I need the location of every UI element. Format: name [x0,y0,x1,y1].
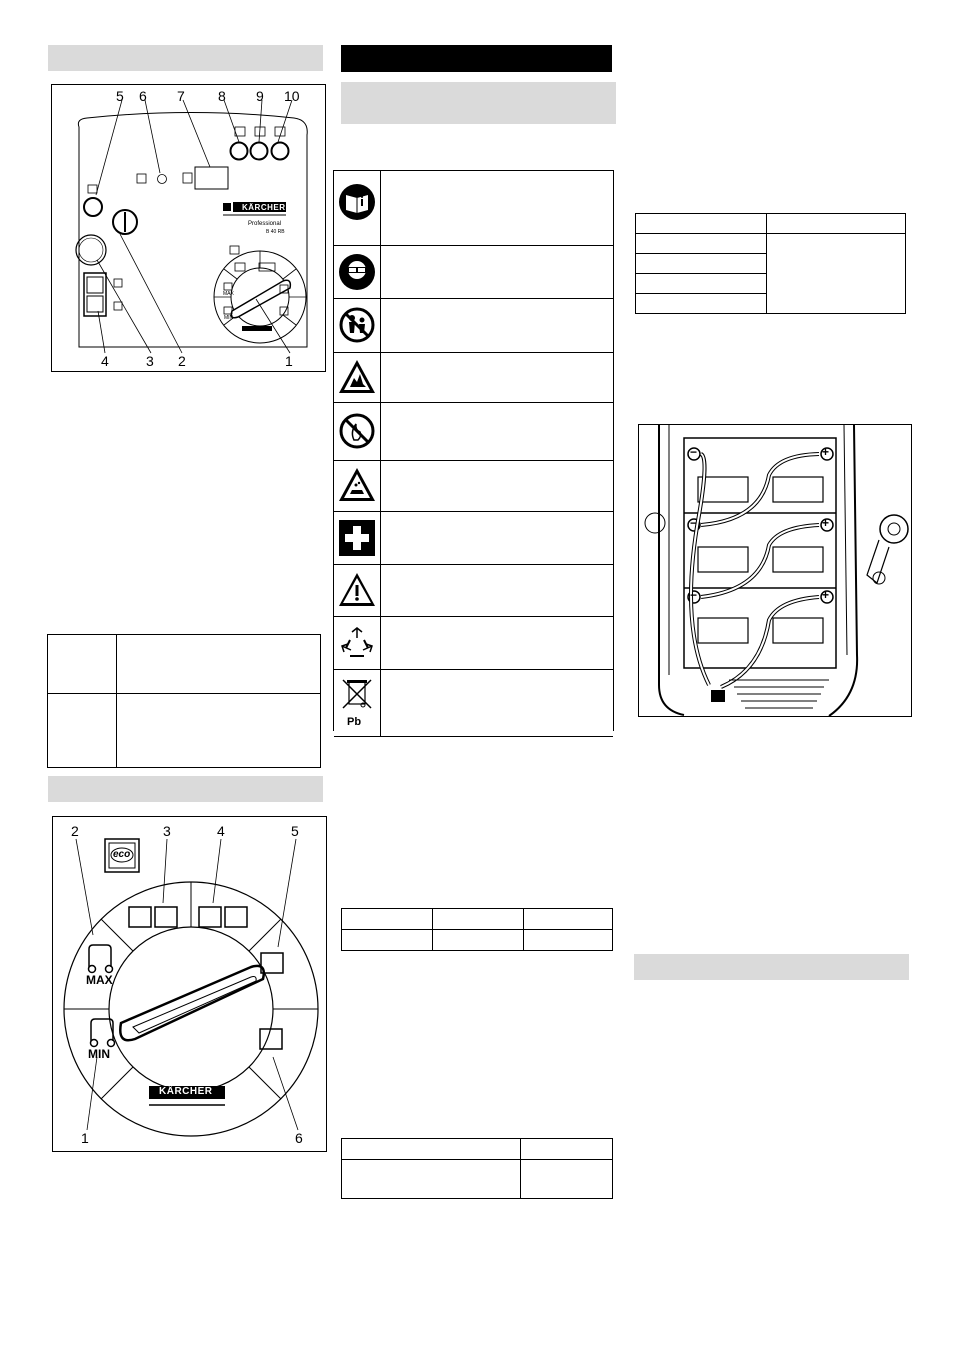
dial-callout-4: 4 [217,823,225,839]
middle-table-1 [341,908,613,951]
crossed-bin-icon [338,676,376,720]
symbol-row-8 [334,565,613,617]
section-header-bar-4 [634,954,909,980]
dial-callout-3: 3 [163,823,171,839]
callout-5: 5 [116,88,124,104]
middle-table-2 [341,1138,613,1199]
symbol-row-10 [334,670,613,737]
bin-pb-label: Pb [347,716,362,728]
battery-wiring-drawing [639,425,911,716]
dial-max-label: MAX [223,291,234,297]
terminal-plus-1: + [822,445,830,459]
eco-label: eco [113,849,131,860]
corrosive-warning-icon [338,466,376,504]
symbol-row-3 [334,299,613,353]
terminal-minus-2: − [690,516,698,530]
section-header-bar-1 [48,45,323,71]
book-info-icon [338,183,376,221]
symbol-row-2 [334,246,613,299]
callout-4: 4 [101,353,109,369]
callout-8: 8 [218,88,226,104]
callout-3: 3 [146,353,154,369]
chapter-title-bar [341,45,612,72]
recycle-icon [338,624,376,662]
right-table [635,213,906,314]
symbols-table [333,170,614,731]
dial-callout-1: 1 [81,1130,89,1146]
symbol-row-7 [334,512,613,565]
symbol-row-9 [334,617,613,670]
explosion-warning-icon [338,358,376,396]
section-header-bar-3 [341,82,616,124]
symbol-row-6 [334,461,613,512]
max-label: MAX [86,973,113,987]
no-fire-icon [338,412,376,450]
terminal-plus-3: + [822,588,830,602]
dial-callout-5: 5 [291,823,299,839]
dial-callout-6: 6 [295,1130,303,1146]
first-aid-icon [338,519,376,557]
callout-2: 2 [178,353,186,369]
symbol-row-1 [334,171,613,246]
terminal-minus-3: − [690,588,698,602]
selector-dial-figure [52,816,327,1152]
terminal-minus-1: − [690,445,698,459]
left-table [47,634,321,768]
model-line-1: Professional [248,221,282,227]
section-header-bar-2 [48,776,323,802]
model-line-2: B 40 RB [266,229,285,235]
general-warning-icon [338,571,376,609]
dial-min-label: MIN [224,315,234,321]
callout-1: 1 [285,353,293,369]
goggles-icon [338,253,376,291]
terminal-plus-2: + [822,516,830,530]
battery-wiring-figure [638,424,912,717]
dial-brand-logo: KÄRCHER [159,1086,213,1097]
symbol-row-4 [334,353,613,403]
min-label: MIN [88,1047,110,1061]
callout-7: 7 [177,88,185,104]
dial-callout-2: 2 [71,823,79,839]
brand-logo: KÄRCHER [242,203,286,212]
control-panel-drawing [52,85,325,371]
symbol-row-5 [334,403,613,461]
callout-9: 9 [256,88,264,104]
callout-6: 6 [139,88,147,104]
control-panel-figure [51,84,326,372]
callout-10: 10 [284,88,300,104]
no-children-icon [338,306,376,344]
